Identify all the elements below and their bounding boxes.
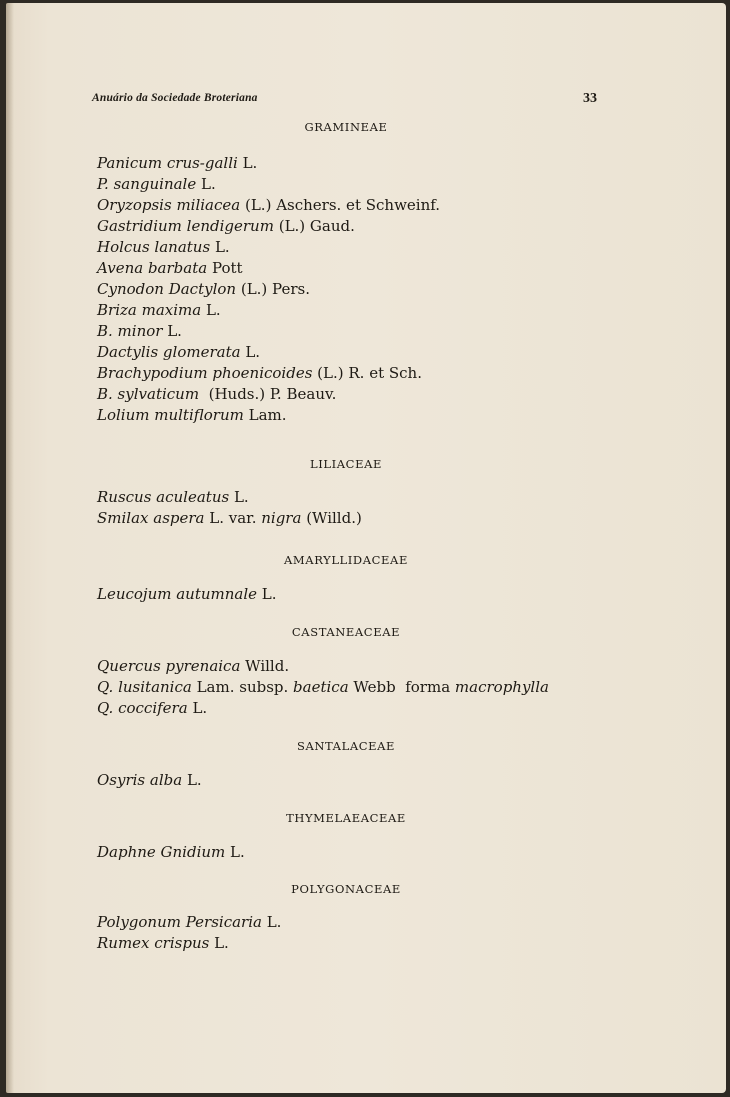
species-entry [97, 321, 440, 342]
species-list [97, 842, 245, 863]
species-authority: L. var. [204, 509, 262, 527]
species-entry [97, 698, 549, 719]
species-list [97, 487, 362, 529]
species-entry [97, 153, 440, 174]
species-authority: L. [210, 238, 230, 256]
species-name: P. sanguinale [97, 175, 197, 193]
species-list [97, 770, 202, 791]
species-authority: L. [237, 154, 258, 172]
species-entry [97, 384, 440, 405]
species-authority: L. [209, 934, 229, 952]
family-heading: THYMELAEACEAE [286, 811, 406, 825]
family-heading: POLYGONACEAE [291, 882, 401, 896]
species-authority: L. [261, 913, 282, 931]
species-authority: L. [162, 322, 182, 340]
species-name: nigra [261, 509, 302, 527]
species-entry [97, 912, 281, 933]
species-list [97, 912, 281, 954]
species-entry [97, 279, 440, 300]
species-name: Ruscus aculeatus [97, 488, 230, 506]
species-name: Lolium multiflorum [97, 406, 244, 424]
species-entry [97, 584, 277, 605]
species-entry [97, 487, 362, 508]
species-name: Dactylis glomerata [97, 343, 241, 361]
species-authority: Lam. subsp. [191, 678, 294, 696]
species-authority: L. [187, 699, 208, 717]
species-authority: Lam. [243, 406, 287, 424]
family-heading: CASTANEACEAE [291, 625, 401, 639]
species-name: Polygonum Persicaria [97, 913, 262, 931]
species-name: Cynodon Dactylon [97, 280, 237, 298]
species-authority: (Huds.) P. Beauv. [199, 385, 337, 403]
species-list [97, 584, 277, 605]
species-name: Quercus pyrenaica [97, 657, 241, 675]
family-heading: SANTALACEAE [296, 739, 396, 753]
species-entry [97, 770, 202, 791]
species-name: Avena barbata [97, 259, 208, 277]
species-authority: L. [182, 771, 202, 789]
species-name: Panicum crus-galli [97, 154, 238, 172]
species-name: B. sylvaticum [97, 385, 200, 403]
species-name: Q. lusitanica [97, 678, 192, 696]
species-name: Briza maxima [97, 301, 202, 319]
species-authority: (L.) Aschers. et Schweinf. [240, 196, 441, 214]
species-entry [97, 174, 440, 195]
species-entry [97, 677, 549, 698]
species-authority: (L.) Pers. [236, 280, 310, 298]
species-entry [97, 216, 440, 237]
family-heading: GRAMINEAE [304, 120, 388, 134]
species-authority: L. [225, 843, 245, 861]
running-head: Anuário da Sociedade Broteriana [92, 92, 258, 104]
species-entry [97, 195, 440, 216]
family-heading: LILIACEAE [310, 457, 382, 471]
binding-gutter [6, 3, 14, 1093]
species-entry [97, 405, 440, 426]
species-name: Holcus lanatus [97, 238, 211, 256]
species-name: B. minor [97, 322, 163, 340]
species-authority: Webb forma [348, 678, 455, 696]
species-name: Osyris alba [97, 771, 183, 789]
species-name: Leucojum autumnale [97, 585, 258, 603]
species-list [97, 153, 440, 426]
book-page [6, 3, 726, 1093]
species-name: baetica [293, 678, 349, 696]
species-authority: L. [229, 488, 249, 506]
species-entry [97, 342, 440, 363]
species-authority: L. [240, 343, 261, 361]
species-list [97, 656, 549, 719]
species-name: Rumex crispus [97, 934, 210, 952]
family-heading: AMARYLLIDACEAE [284, 553, 408, 567]
species-entry [97, 842, 245, 863]
species-name: Oryzopsis miliacea [97, 196, 241, 214]
species-name: Daphne Gnidium [97, 843, 226, 861]
species-authority: L. [257, 585, 277, 603]
species-entry [97, 656, 549, 677]
page-number: 33 [583, 91, 597, 106]
species-authority: Willd. [240, 657, 290, 675]
species-name: Q. coccifera [97, 699, 188, 717]
species-authority: Pott [207, 259, 243, 277]
species-entry [97, 363, 440, 384]
species-authority: L. [201, 301, 221, 319]
species-authority: L. [196, 175, 216, 193]
species-entry [97, 933, 281, 954]
species-entry [97, 300, 440, 321]
species-authority: (L.) R. et Sch. [312, 364, 422, 382]
species-name: Gastridium lendigerum [97, 217, 274, 235]
species-entry [97, 237, 440, 258]
species-name: Brachypodium phoenicoides [97, 364, 313, 382]
species-name: macrophylla [454, 678, 549, 696]
species-entry [97, 508, 362, 529]
species-entry [97, 258, 440, 279]
species-name: Smilax aspera [97, 509, 205, 527]
species-authority: (Willd.) [301, 509, 362, 527]
species-authority: (L.) Gaud. [273, 217, 355, 235]
